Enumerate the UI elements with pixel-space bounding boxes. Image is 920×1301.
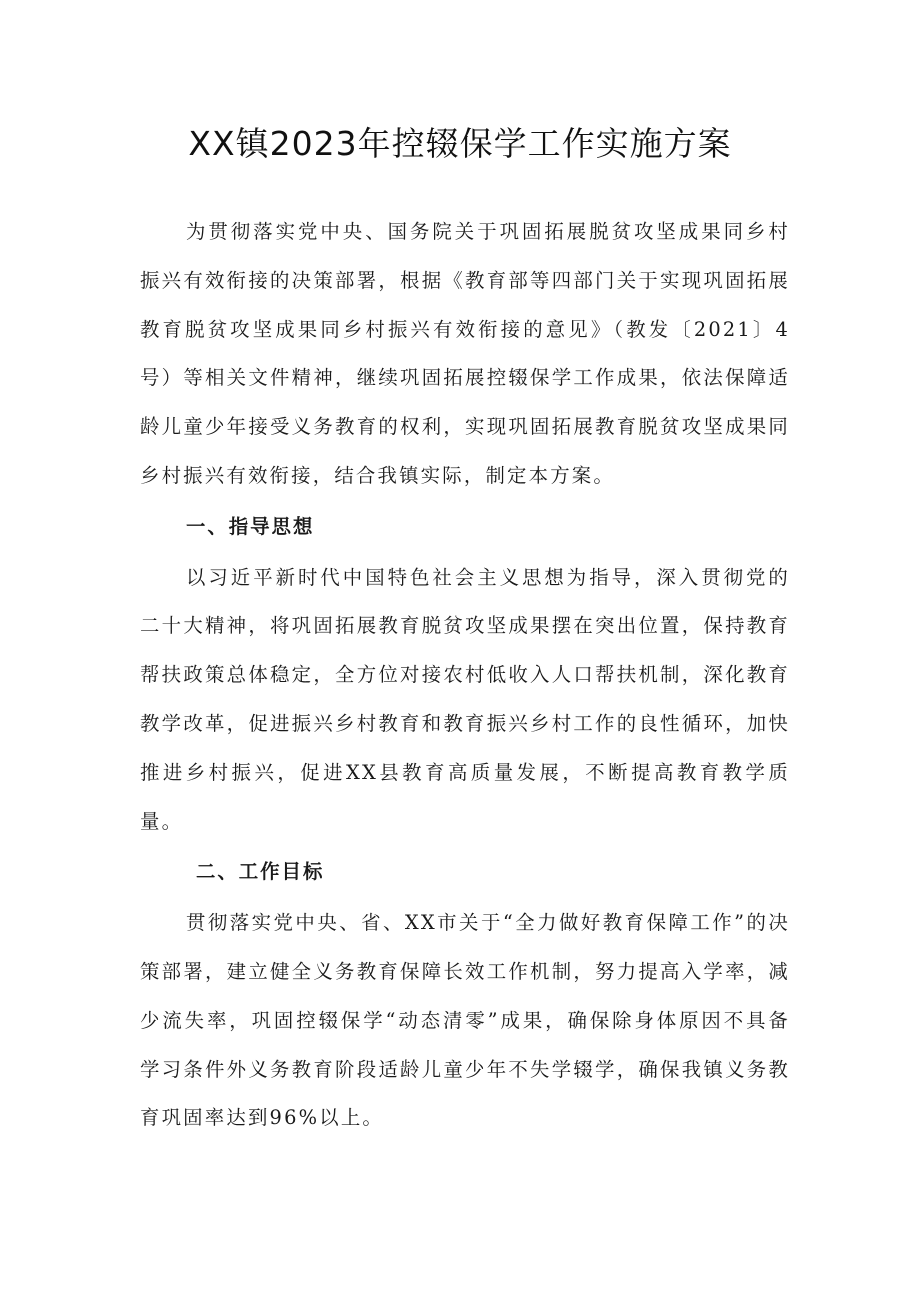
intro-paragraph: 为贯彻落实党中央、国务院关于巩固拓展脱贫攻坚成果同乡村振兴有效衔接的决策部署，根据《教育部等四部门关于实现巩固拓展教育脱贫攻坚成果同乡村振兴有效衔接的意见》（教发〔2021〕4号）等相关文件精神，继续巩固拓展控辍保学工作成果，依法保障适龄儿童少年接受义务教育的权利，实现巩固拓展教育脱贫攻坚成果同乡村振兴有效衔接，结合我镇实际，制定本方案。 [140,220,790,487]
section-heading-work-goals: 二、工作目标 [196,860,325,884]
section-paragraph-guiding-ideology: 以习近平新时代中国特色社会主义思想为指导，深入贯彻党的二十大精神，将巩固拓展教育脱贫攻坚成果摆在突出位置，保持教育帮扶政策总体稳定，全方位对接农村低收入人口帮扶机制，深化教育教学改革，促进振兴乡村教育和教育振兴乡村工作的良性循环，加快推进乡村振兴，促进XX县教育高质量发展，不断提高教育教学质量。 [140,565,790,833]
document-title: XX镇2023年控辍保学工作实施方案 [188,124,732,163]
section-heading-guiding-ideology: 一、指导思想 [186,514,315,538]
document-body [140,208,790,1143]
section-paragraph-work-goals: 贯彻落实党中央、省、XX市关于“全力做好教育保障工作”的决策部署，建立健全义务教育保障长效工作机制，努力提高入学率，减少流失率，巩固控辍保学“动态清零”成果，确保除身体原因不具备学习条件外义务教育阶段适龄儿童少年不失学辍学，确保我镇义务教育巩固率达到96%以上。 [140,911,790,1130]
